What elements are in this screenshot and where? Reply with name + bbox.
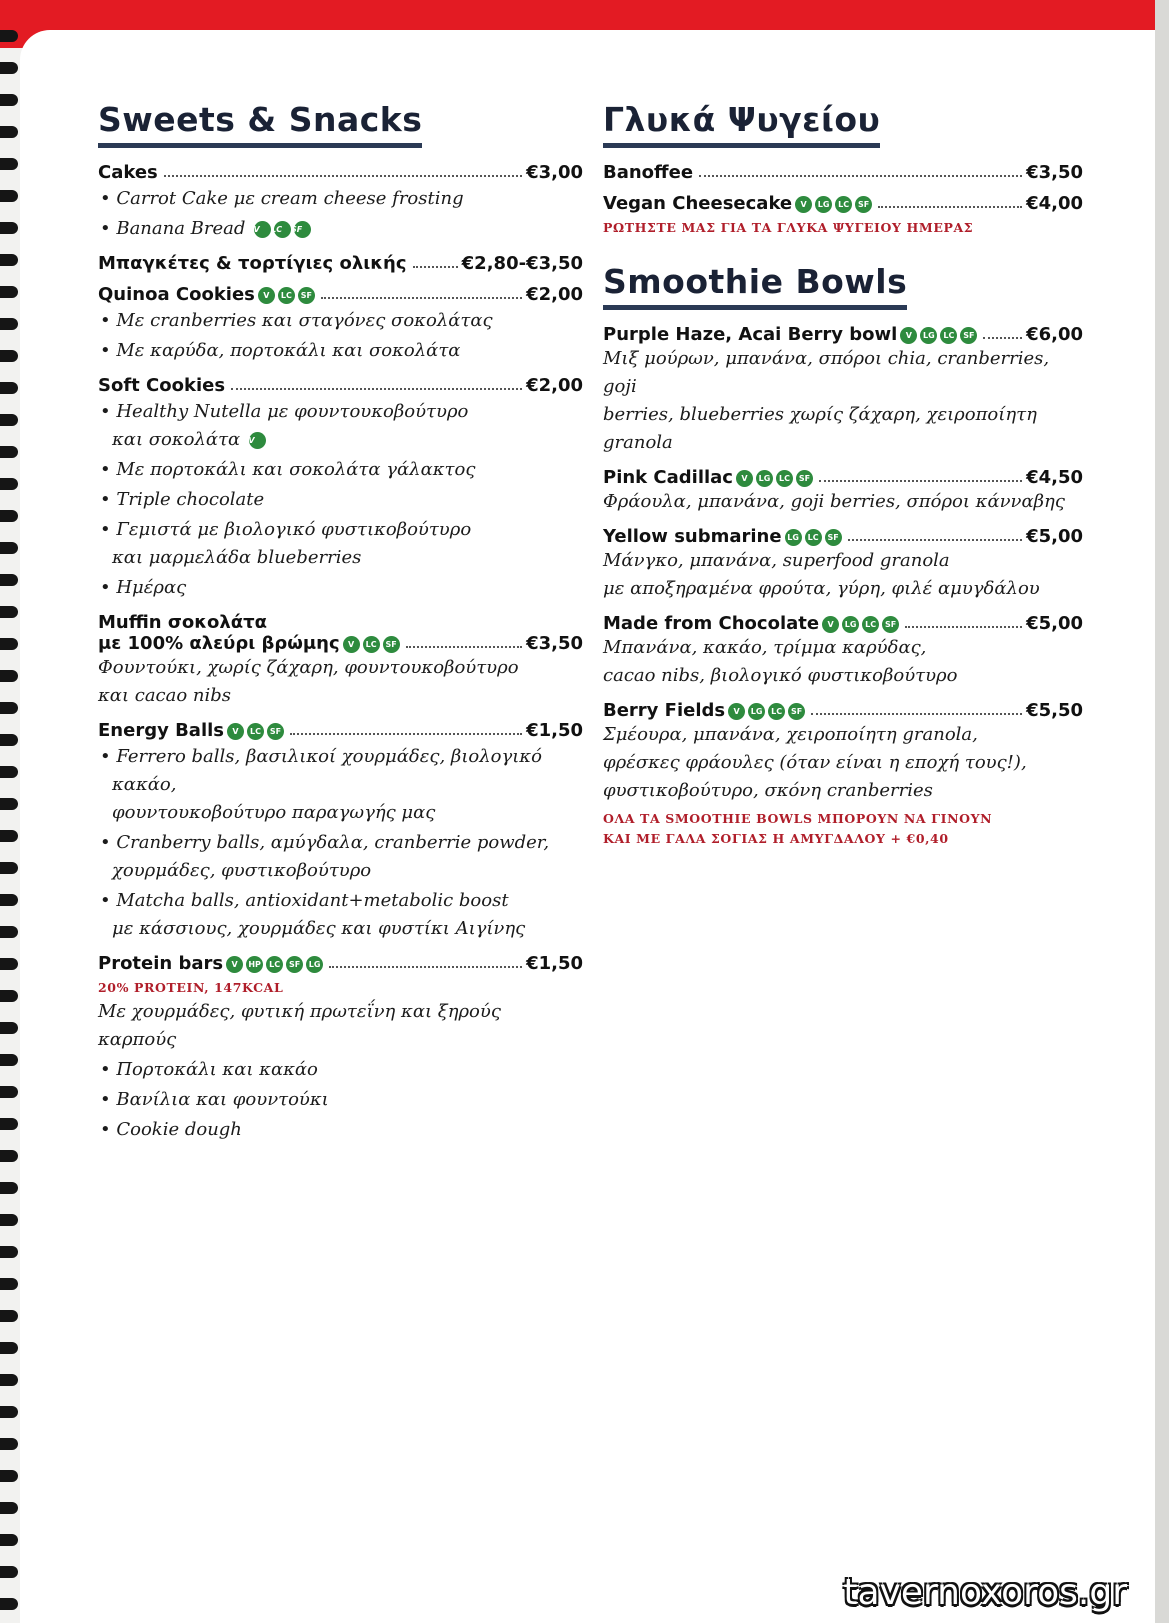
item-name-line2: με 100% αλεύρι βρώμης V LC SF xyxy=(98,633,400,654)
spiral-loop xyxy=(0,1182,18,1194)
item-price: €5,00 xyxy=(1026,526,1083,547)
bullet: • Ferrero balls, βασιλικοί χουρμάδες, βιολογικό κακάο, φουντουκοβούτυρο παραγωγής μας xyxy=(100,746,542,823)
spiral-loop xyxy=(0,446,18,458)
item-description: Με χουρμάδες, φυτική πρωτεΐνη και ξηρούς καρπούς xyxy=(98,1001,501,1050)
item-price: €3,50 xyxy=(526,633,583,654)
spiral-loop xyxy=(0,30,18,42)
item-price: €1,50 xyxy=(526,953,583,974)
low-carb-badge-icon: LC xyxy=(278,287,295,304)
spiral-loop xyxy=(0,1342,18,1354)
low-carb-badge-icon: LC xyxy=(862,616,879,633)
spiral-loop xyxy=(0,670,18,682)
spiral-loop xyxy=(0,510,18,522)
menu-item-purple-haze xyxy=(603,324,1083,457)
sugar-free-badge-icon: SF xyxy=(298,287,315,304)
spiral-loop xyxy=(0,1246,18,1258)
item-description: φρέσκες φράουλες (όταν είναι η εποχή τους!), xyxy=(603,752,1027,773)
spiral-loop xyxy=(0,1598,18,1610)
spiral-loop xyxy=(0,1086,18,1098)
item-description: φυστικοβούτυρο, σκόνη cranberries xyxy=(603,780,933,801)
low-carb-badge-icon: LC xyxy=(768,703,785,720)
vegan-badge-icon: V xyxy=(249,432,266,449)
spiral-loop xyxy=(0,1310,18,1322)
item-name: Protein bars V HP LC SF LG xyxy=(98,953,323,974)
sugar-free-badge-icon: SF xyxy=(882,616,899,633)
vegan-badge-icon: V xyxy=(258,287,275,304)
item-description: Σμέουρα, μπανάνα, χειροποίητη granola, xyxy=(603,724,978,745)
fridge-note: ΡΩΤΗΣΤΕ ΜΑΣ ΓΙΑ ΤΑ ΓΛΥΚΑ ΨΥΓΕΙΟΥ ΗΜΕΡΑΣ xyxy=(603,220,974,235)
low-carb-badge-icon: LC xyxy=(805,529,822,546)
spiral-loop xyxy=(0,1534,18,1546)
bullet: • Ημέρας xyxy=(100,577,187,598)
lactose-free-badge-icon: LG xyxy=(815,196,832,213)
spiral-binding xyxy=(0,0,22,1623)
bullet: • Triple chocolate xyxy=(100,489,265,510)
menu-item-pink-cadillac xyxy=(603,467,1083,516)
spiral-loop xyxy=(0,126,18,138)
left-column xyxy=(98,100,583,1154)
spiral-loop xyxy=(0,638,18,650)
vegan-badge-icon: V xyxy=(227,723,244,740)
menu-item-made-from-chocolate xyxy=(603,613,1083,690)
menu-item-quinoa-cookies xyxy=(98,284,583,365)
sugar-free-badge-icon: SF xyxy=(383,636,400,653)
bullet: • Πορτοκάλι και κακάο xyxy=(100,1059,318,1080)
bullet: • Matcha balls, antioxidant+metabolic boost με κάσσιους, χουρμάδες και φυστίκι Αιγίνης xyxy=(100,890,526,939)
spiral-loop xyxy=(0,1054,18,1066)
low-carb-badge-icon: LC xyxy=(266,956,283,973)
spiral-loop xyxy=(0,958,18,970)
spiral-loop xyxy=(0,286,18,298)
section-title-sweets: Sweets & Snacks xyxy=(98,100,422,148)
page-edge xyxy=(1155,0,1169,1623)
spiral-loop xyxy=(0,478,18,490)
spiral-loop xyxy=(0,318,18,330)
spiral-loop xyxy=(0,190,18,202)
item-description: και cacao nibs xyxy=(98,685,232,706)
vegan-badge-icon: V xyxy=(226,956,243,973)
item-price: €5,00 xyxy=(1026,613,1083,634)
lactose-free-badge-icon: LG xyxy=(306,956,323,973)
item-description: με αποξηραμένα φρούτα, γύρη, φιλέ αμυγδάλου xyxy=(603,578,1040,599)
vegan-badge-icon: V xyxy=(736,470,753,487)
smoothie-note: ΟΛΑ ΤΑ SMOOTHIE BOWLS ΜΠΟΡΟΥΝ ΝΑ ΓΙΝΟΥΝ xyxy=(603,811,993,826)
item-name: Vegan Cheesecake V LG LC SF xyxy=(603,193,872,214)
low-carb-badge-icon: LC xyxy=(776,470,793,487)
spiral-loop xyxy=(0,734,18,746)
low-carb-badge-icon: LC xyxy=(363,636,380,653)
item-name: Soft Cookies xyxy=(98,375,226,396)
bullet: • Carrot Cake με cream cheese frosting xyxy=(100,188,464,209)
sugar-free-badge-icon: SF xyxy=(960,327,977,344)
bullet: • Healthy Nutella με φουντουκοβούτυρο και σοκολάτα V xyxy=(100,401,469,450)
item-price: €5,50 xyxy=(1026,700,1083,721)
menu-item-banoffee xyxy=(603,162,1083,183)
menu-item-berry-fields xyxy=(603,700,1083,849)
spiral-loop xyxy=(0,1278,18,1290)
menu-item-cakes xyxy=(98,162,583,243)
item-name: Quinoa Cookies V LC SF xyxy=(98,284,315,305)
spiral-loop xyxy=(0,766,18,778)
vegan-badge-icon: V xyxy=(795,196,812,213)
spiral-loop xyxy=(0,1118,18,1130)
vegan-badge-icon: V xyxy=(822,616,839,633)
vegan-badge-icon: V xyxy=(900,327,917,344)
menu-item-vegan-cheesecake xyxy=(603,193,1083,238)
section-title-smoothie: Smoothie Bowls xyxy=(603,262,907,310)
item-description: berries, blueberries χωρίς ζάχαρη, χειροποίητη granola xyxy=(603,404,1037,453)
menu-item-soft-cookies xyxy=(98,375,583,602)
protein-note: 20% PROTEIN, 147KCAL xyxy=(98,980,284,995)
spiral-loop xyxy=(0,894,18,906)
spiral-loop xyxy=(0,862,18,874)
spiral-loop xyxy=(0,414,18,426)
sugar-free-badge-icon: SF xyxy=(796,470,813,487)
item-name: Yellow submarine LG LC SF xyxy=(603,526,842,547)
spiral-loop xyxy=(0,990,18,1002)
sugar-free-badge-icon: SF xyxy=(267,723,284,740)
item-name: Muffin σοκολάτα xyxy=(98,612,268,633)
vegan-badge-icon: V xyxy=(728,703,745,720)
item-name: Made from Chocolate V LG LC SF xyxy=(603,613,899,634)
spiral-loop xyxy=(0,222,18,234)
sugar-free-badge-icon: SF xyxy=(788,703,805,720)
item-description: Μπανάνα, κακάο, τρίμμα καρύδας, xyxy=(603,637,927,658)
item-description: Μιξ μούρων, μπανάνα, σπόροι chia, cranberries, goji xyxy=(603,348,1050,397)
menu-item-protein-bars xyxy=(98,953,583,1144)
spiral-loop xyxy=(0,1150,18,1162)
item-name: Pink Cadillac V LG LC SF xyxy=(603,467,813,488)
lactose-free-badge-icon: LG xyxy=(748,703,765,720)
smoothie-note: ΚΑΙ ΜΕ ΓΑΛΑ ΣΟΓΙΑΣ Η ΑΜΥΓΔΑΛΟΥ + €0,40 xyxy=(603,831,949,846)
spiral-loop xyxy=(0,350,18,362)
item-price: €2,80-€3,50 xyxy=(461,253,583,274)
menu-item-muffin xyxy=(98,612,583,710)
menu-item-yellow-submarine xyxy=(603,526,1083,603)
sugar-free-badge-icon: SF xyxy=(286,956,303,973)
spiral-loop xyxy=(0,926,18,938)
spiral-loop xyxy=(0,798,18,810)
item-description: Φράουλα, μπανάνα, goji berries, σπόροι κάνναβης xyxy=(603,491,1065,512)
spiral-loop xyxy=(0,94,18,106)
item-description: Μάνγκο, μπανάνα, superfood granola xyxy=(603,550,950,571)
sugar-free-badge-icon: SF xyxy=(855,196,872,213)
item-price: €2,00 xyxy=(526,375,583,396)
item-price: €3,50 xyxy=(1026,162,1083,183)
item-price: €4,00 xyxy=(1026,193,1083,214)
item-price: €6,00 xyxy=(1026,324,1083,345)
low-carb-badge-icon: LC xyxy=(274,221,291,238)
menu-item-baguettes xyxy=(98,253,583,274)
item-name: Μπαγκέτες & τορτίγιες ολικής xyxy=(98,253,407,274)
lactose-free-badge-icon: LG xyxy=(785,529,802,546)
spiral-loop xyxy=(0,62,18,74)
spiral-loop xyxy=(0,1566,18,1578)
bullet: • Με πορτοκάλι και σοκολάτα γάλακτος xyxy=(100,459,476,480)
item-name: Cakes xyxy=(98,162,158,183)
spiral-loop xyxy=(0,1214,18,1226)
high-protein-badge-icon: HP xyxy=(246,956,263,973)
vegan-badge-icon: V xyxy=(254,221,271,238)
right-column xyxy=(603,100,1083,859)
bullet: • Με καρύδα, πορτοκάλι και σοκολάτα xyxy=(100,340,461,361)
spiral-loop xyxy=(0,158,18,170)
section-title-fridge: Γλυκά Ψυγείου xyxy=(603,100,880,148)
spiral-loop xyxy=(0,382,18,394)
spiral-loop xyxy=(0,606,18,618)
sugar-free-badge-icon: SF xyxy=(825,529,842,546)
vegan-badge-icon: V xyxy=(343,636,360,653)
spiral-loop xyxy=(0,1022,18,1034)
spiral-loop xyxy=(0,702,18,714)
spiral-loop xyxy=(0,1438,18,1450)
low-carb-badge-icon: LC xyxy=(835,196,852,213)
item-name: Banoffee xyxy=(603,162,694,183)
item-price: €2,00 xyxy=(526,284,583,305)
bullet: • Βανίλια και φουντούκι xyxy=(100,1089,329,1110)
item-name: Berry Fields V LG LC SF xyxy=(603,700,805,721)
spiral-loop xyxy=(0,542,18,554)
spiral-loop xyxy=(0,1374,18,1386)
bullet: • Banana Bread V LC SF xyxy=(98,215,583,243)
low-carb-badge-icon: LC xyxy=(940,327,957,344)
spiral-loop xyxy=(0,254,18,266)
bullet: • Cranberry balls, αμύγδαλα, cranberrie powder, χουρμάδες, φυστικοβούτυρο xyxy=(100,832,550,881)
bullet: • Cookie dough xyxy=(100,1119,242,1140)
item-name: Purple Haze, Acai Berry bowl V LG LC SF xyxy=(603,324,977,345)
item-description: cacao nibs, βιολογικό φυστικοβούτυρο xyxy=(603,665,958,686)
spiral-loop xyxy=(0,1406,18,1418)
item-price: €4,50 xyxy=(1026,467,1083,488)
item-price: €3,00 xyxy=(526,162,583,183)
spiral-loop xyxy=(0,830,18,842)
item-name: Energy Balls V LC SF xyxy=(98,720,284,741)
watermark: tavernoxoros.gr xyxy=(843,1572,1127,1613)
sugar-free-badge-icon: SF xyxy=(294,221,311,238)
bullet: • Γεμιστά με βιολογικό φυστικοβούτυρο και μαρμελάδα blueberries xyxy=(100,519,472,568)
lactose-free-badge-icon: LG xyxy=(842,616,859,633)
lactose-free-badge-icon: LG xyxy=(920,327,937,344)
lactose-free-badge-icon: LG xyxy=(756,470,773,487)
spiral-loop xyxy=(0,1470,18,1482)
spiral-loop xyxy=(0,574,18,586)
spiral-loop xyxy=(0,1502,18,1514)
item-price: €1,50 xyxy=(526,720,583,741)
low-carb-badge-icon: LC xyxy=(247,723,264,740)
item-description: Φουντούκι, χωρίς ζάχαρη, φουντουκοβούτυρο xyxy=(98,657,519,678)
bullet: • Με cranberries και σταγόνες σοκολάτας xyxy=(100,310,493,331)
menu-item-energy-balls xyxy=(98,720,583,943)
